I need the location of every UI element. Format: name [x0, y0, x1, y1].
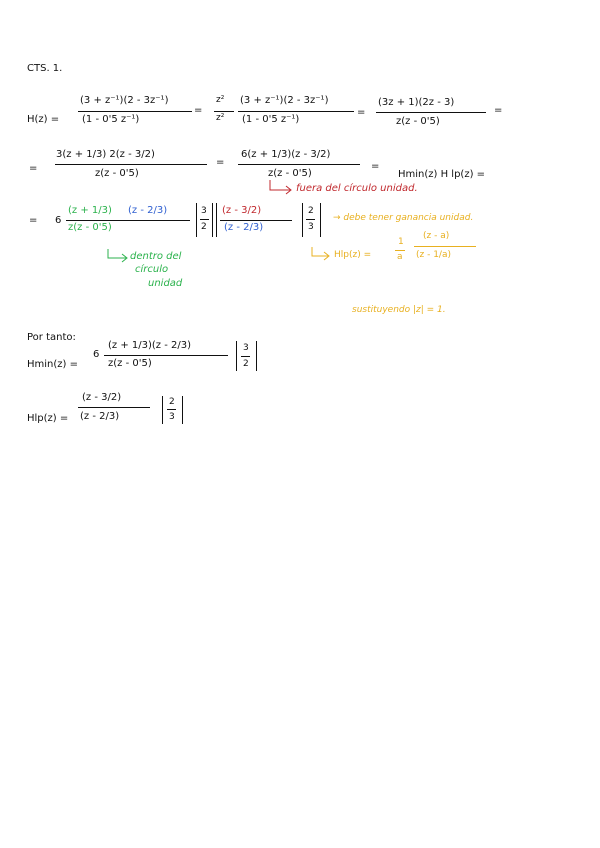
hmin-abs-denominator: 2 [243, 359, 249, 369]
abs-bar [236, 341, 237, 371]
equals-sign: = [216, 157, 225, 168]
hmin-hlp-product: Hmin(z) H lp(z) = [398, 169, 486, 180]
equals-sign: = [29, 215, 38, 226]
hlp-general-numerator: (z - a) [423, 231, 450, 241]
hlp-label: Hlp(z) = [27, 413, 69, 424]
hmin-label: Hmin(z) = [27, 359, 78, 370]
abs-bar [212, 203, 213, 237]
green-note-line2: círculo [135, 264, 169, 275]
red-numerator: (z - 3/2) [222, 205, 262, 216]
abs1-denominator: 2 [201, 222, 207, 232]
substitution-note: sustituyendo |z| = 1. [352, 305, 446, 315]
hlp-general-denominator: (z - 1/a) [416, 250, 451, 260]
frac3-numerator: (3z + 1)(2z - 3) [378, 97, 455, 108]
hmin-coefficient: 6 [93, 349, 100, 360]
page-title: CTS. 1. [27, 63, 63, 74]
hmin-numerator: (z + 1/3)(z - 2/3) [108, 340, 191, 351]
frac2a-bar [214, 111, 234, 112]
frac2b-bar [238, 111, 354, 112]
abs2-denominator: 3 [308, 222, 314, 232]
frac3-bar [376, 112, 486, 113]
abs-bar [162, 396, 163, 424]
frac5-denominator: z(z - 0'5) [268, 168, 312, 179]
therefore-label: Por tanto: [27, 332, 76, 343]
abs2-bar [306, 219, 315, 220]
hlp-general-label: Hlp(z) = [334, 250, 372, 260]
hmin-denominator: z(z - 0'5) [108, 358, 152, 369]
hlp-numerator: (z - 3/2) [82, 392, 122, 403]
equals-sign: = [194, 105, 203, 116]
green-numerator: (z + 1/3) [68, 205, 112, 216]
equals-sign: = [494, 105, 503, 116]
frac4-numerator: 3(z + 1/3) 2(z - 3/2) [56, 149, 155, 160]
abs1-numerator: 3 [201, 206, 207, 216]
frac1-numerator: (3 + z⁻¹)(2 - 3z⁻¹) [80, 95, 169, 106]
abs-bar [196, 203, 197, 237]
frac1-bar [78, 111, 192, 112]
hlp-abs-denominator: 3 [169, 412, 175, 422]
hlp-bar [78, 407, 150, 408]
hlp-general-bar [414, 246, 476, 247]
frac4-denominator: z(z - 0'5) [95, 168, 139, 179]
green-note-line1: dentro del [130, 251, 182, 262]
equals-sign: = [357, 107, 366, 118]
frac7-bar [220, 220, 292, 221]
frac2b-denominator: (1 - 0'5 z⁻¹) [242, 114, 300, 125]
red-note: fuera del círculo unidad. [296, 183, 418, 194]
green-arrow-icon [106, 248, 130, 264]
hmin-abs-numerator: 3 [243, 343, 249, 353]
frac5-bar [238, 164, 360, 165]
frac2b-numerator: (3 + z⁻¹)(2 - 3z⁻¹) [240, 95, 329, 106]
abs-bar [256, 341, 257, 371]
hlp-abs-numerator: 2 [169, 397, 175, 407]
gain-note: → debe tener ganancia unidad. [333, 213, 474, 223]
abs2-numerator: 2 [308, 206, 314, 216]
frac2a-numerator: z² [216, 95, 225, 105]
frac2a-denominator: z² [216, 113, 225, 123]
hlp-coef-denominator: a [397, 252, 403, 262]
blue-denominator: (z - 2/3) [224, 222, 264, 233]
frac4-bar [55, 164, 207, 165]
abs1-bar [200, 219, 209, 220]
hlp-abs-bar [167, 409, 176, 410]
frac6-bar [66, 220, 190, 221]
frac3-denominator: z(z - 0'5) [396, 116, 440, 127]
yellow-arrow-icon [310, 246, 332, 262]
abs-bar [182, 396, 183, 424]
hlp-denominator: (z - 2/3) [80, 411, 120, 422]
hlp-coef-bar [395, 250, 405, 251]
h-z-label: H(z) = [27, 114, 60, 125]
abs-bar [320, 203, 321, 237]
red-arrow-icon [268, 178, 294, 202]
hmin-bar [104, 355, 228, 356]
abs-bar [216, 203, 217, 237]
hmin-abs-bar [241, 356, 250, 357]
equals-sign: = [371, 161, 380, 172]
green-note-line3: unidad [148, 278, 183, 289]
frac5-numerator: 6(z + 1/3)(z - 3/2) [241, 149, 331, 160]
blue-numerator: (z - 2/3) [128, 205, 168, 216]
equals-sign: = [29, 163, 38, 174]
frac1-denominator: (1 - 0'5 z⁻¹) [82, 114, 140, 125]
abs-bar [302, 203, 303, 237]
hlp-coef-numerator: 1 [398, 237, 404, 247]
green-denominator: z(z - 0'5) [68, 222, 112, 233]
coefficient-six: 6 [55, 215, 62, 226]
